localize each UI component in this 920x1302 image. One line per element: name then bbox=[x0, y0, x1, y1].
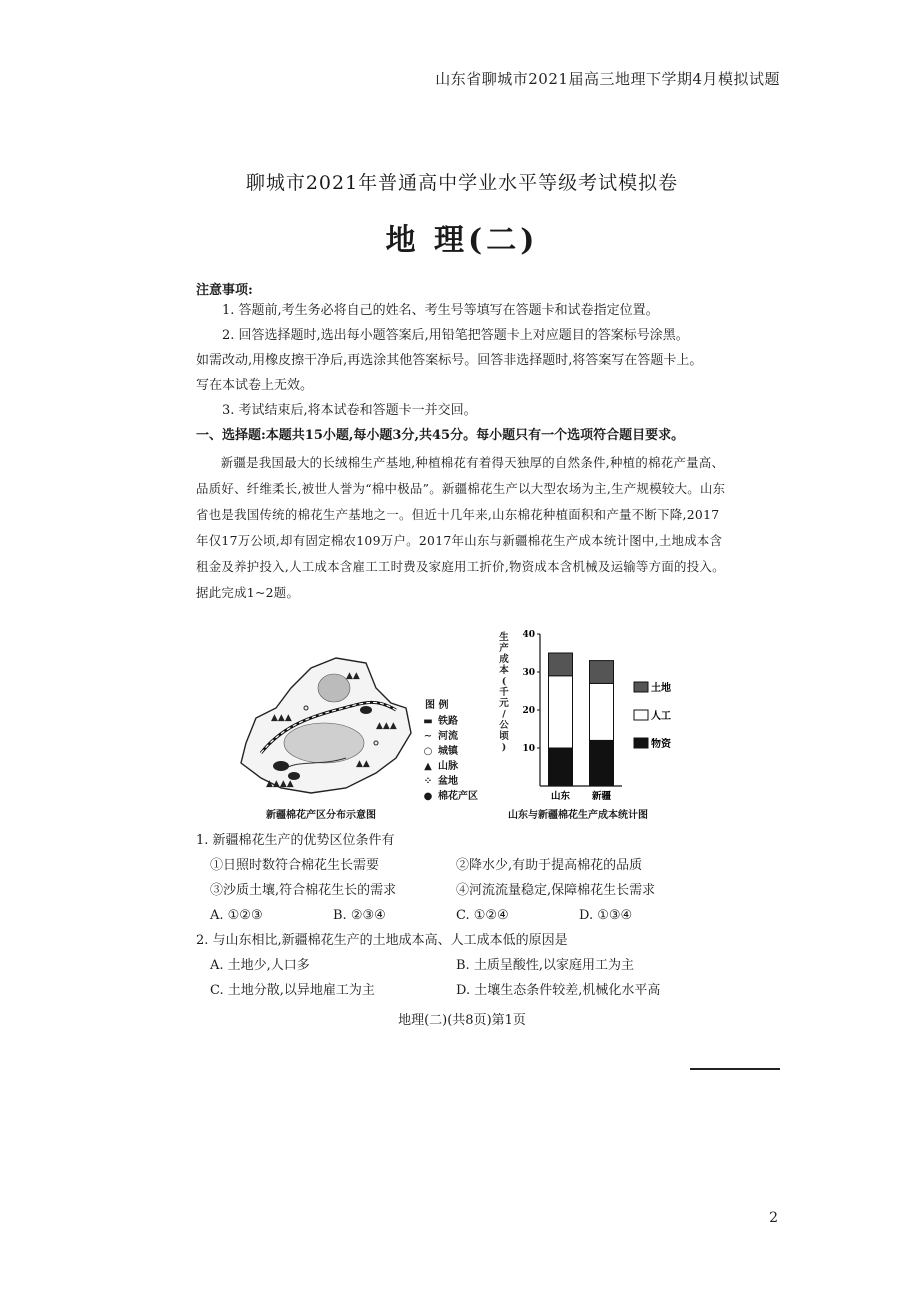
divider-line bbox=[690, 1068, 780, 1070]
svg-text:▲▲▲▲: ▲▲▲▲ bbox=[266, 779, 294, 789]
legend-label: 人工 bbox=[651, 711, 671, 722]
legend-item bbox=[421, 774, 478, 789]
question-1-stem: 1. 新疆棉花生产的优势区位条件有 bbox=[196, 833, 395, 848]
bar-segment-土地 bbox=[549, 653, 573, 676]
legend-label: 城镇 bbox=[438, 746, 458, 757]
statement: ④河流流量稳定,保障棉花生长需求 bbox=[456, 883, 656, 898]
document-header: 山东省聊城市2021届高三地理下学期4月模拟试题 bbox=[435, 70, 780, 88]
legend-swatch bbox=[634, 682, 648, 692]
option: A. 土地少,人口多 bbox=[210, 958, 310, 973]
legend-item bbox=[421, 789, 478, 804]
legend-label: 土地 bbox=[651, 683, 671, 694]
y-axis-label-char: 公 bbox=[499, 720, 509, 731]
bar-segment-人工 bbox=[549, 676, 573, 748]
svg-text:▲▲: ▲▲ bbox=[346, 671, 360, 681]
svg-text:▲▲▲: ▲▲▲ bbox=[271, 713, 292, 723]
legend-item bbox=[421, 744, 478, 759]
notice-item: 写在本试卷上无效。 bbox=[196, 378, 314, 393]
statement: ③沙质土壤,符合棉花生长的需求 bbox=[210, 883, 397, 898]
y-axis-label-char: 成 bbox=[499, 654, 509, 665]
option: D. 土壤生态条件较差,机械化水平高 bbox=[456, 983, 661, 998]
basin-icon: ⁘ bbox=[423, 776, 433, 787]
question-1-options bbox=[196, 903, 728, 928]
cotton-area-icon: ● bbox=[423, 791, 433, 802]
legend-label: 铁路 bbox=[438, 716, 458, 727]
exam-title: 聊城市2021年普通高中学业水平等级考试模拟卷 bbox=[245, 172, 679, 194]
option: B. ②③④ bbox=[333, 908, 386, 923]
legend-swatch bbox=[634, 738, 648, 748]
cotton-area bbox=[273, 761, 289, 771]
exam-page bbox=[196, 160, 728, 1028]
y-tick-label: 20 bbox=[522, 706, 535, 716]
basin-south bbox=[284, 723, 364, 763]
bar-segment-人工 bbox=[590, 683, 614, 740]
exam-subject: 地 理(二) bbox=[385, 223, 539, 258]
reading-passage: 新疆是我国最大的长绒棉生产基地,种植棉花有着得天独厚的自然条件,种植的棉花产量高、品质好、纤维柔长,被世人誉为“棉中极品”。新疆棉花生产以大型农场为主,生产规模较大。山东省也是我国传统的棉花生产基地之一。但近十几年来,山东棉花种植面积和产量不断下降,2017年仅17万公顷,却有固定棉农109万户。2017年山东与新疆棉花生产成本统计图中,土地成本含租金及养护投入,人工成本含雇工工时费及家庭用工折价,物资成本含机械及运输等方面的投入。据此完成1~2题。 bbox=[196, 455, 726, 600]
svg-text:▲▲: ▲▲ bbox=[356, 759, 370, 769]
option: D. ①③④ bbox=[579, 908, 633, 923]
bar-segment-物资 bbox=[549, 748, 573, 786]
cost-chart-svg bbox=[496, 626, 716, 806]
legend-swatch bbox=[634, 710, 648, 720]
notice-item: 1. 答题前,考生务必将自己的姓名、考生号等填写在答题卡和试卷指定位置。 bbox=[222, 303, 659, 318]
statement: ②降水少,有助于提高棉花的品质 bbox=[456, 858, 643, 873]
question-1-statements bbox=[196, 878, 728, 903]
x-tick-label: 山东 bbox=[550, 791, 571, 802]
y-tick-label: 30 bbox=[522, 668, 535, 678]
y-tick-label: 10 bbox=[522, 744, 535, 754]
y-axis-label-char: 生 bbox=[499, 632, 509, 643]
notice-item: 2. 回答选择题时,选出每小题答案后,用铅笔把答题卡上对应题目的答案标号涂黑。 bbox=[222, 328, 689, 343]
cotton-area bbox=[360, 706, 372, 714]
svg-text:▲▲▲: ▲▲▲ bbox=[376, 721, 397, 731]
y-axis-label-char: 千 bbox=[499, 687, 509, 698]
question-2-options bbox=[196, 953, 728, 978]
question-1-statements bbox=[196, 853, 728, 878]
y-axis-label-char: 产 bbox=[499, 643, 509, 654]
y-axis-label-char: 元 bbox=[499, 698, 509, 709]
mountain-icon: ▲ bbox=[424, 761, 432, 772]
y-axis-label-char: 顷 bbox=[499, 731, 509, 742]
legend-title: 图 例 bbox=[425, 700, 449, 711]
river-icon: ∼ bbox=[423, 731, 433, 742]
page-footer: 地理(二)(共8页)第1页 bbox=[398, 1013, 526, 1028]
legend-item bbox=[421, 759, 478, 774]
notice-heading: 注意事项: bbox=[196, 283, 253, 298]
y-tick-label: 40 bbox=[522, 630, 535, 640]
question-2-options bbox=[196, 978, 728, 1003]
bar-segment-土地 bbox=[590, 661, 614, 684]
y-axis-label-char: 本 bbox=[499, 665, 509, 676]
y-axis-label-char: / bbox=[502, 709, 506, 720]
map-drawing bbox=[226, 648, 416, 808]
legend-label: 物资 bbox=[651, 739, 671, 750]
x-tick-label: 新疆 bbox=[591, 791, 612, 802]
map-caption: 新疆棉花产区分布示意图 bbox=[266, 810, 376, 821]
statement: ①日照时数符合棉花生长需要 bbox=[210, 858, 380, 873]
bar-segment-物资 bbox=[590, 740, 614, 786]
notice-item: 3. 考试结束后,将本试卷和答题卡一并交回。 bbox=[222, 403, 477, 418]
option: A. ①②③ bbox=[210, 908, 263, 923]
option: C. ①②④ bbox=[456, 908, 509, 923]
legend-item bbox=[421, 714, 478, 729]
town-icon: ○ bbox=[423, 746, 433, 757]
xinjiang-map bbox=[226, 648, 397, 808]
question-2-stem: 2. 与山东相比,新疆棉花生产的土地成本高、人工成本低的原因是 bbox=[196, 933, 568, 948]
option: C. 土地分散,以异地雇工为主 bbox=[210, 983, 375, 998]
railway-icon: ▬ bbox=[423, 716, 433, 727]
legend-label: 山脉 bbox=[438, 761, 458, 772]
page-number: 2 bbox=[769, 1210, 778, 1226]
chart-caption: 山东与新疆棉花生产成本统计图 bbox=[508, 810, 648, 821]
map-legend bbox=[421, 698, 478, 804]
cost-chart bbox=[496, 626, 716, 816]
legend-item bbox=[421, 729, 478, 744]
legend-label: 盆地 bbox=[438, 776, 458, 787]
y-axis-label-char: ) bbox=[501, 742, 507, 753]
y-axis-label-char: ( bbox=[501, 676, 507, 687]
figures bbox=[196, 618, 728, 821]
option: B. 土质呈酸性,以家庭用工为主 bbox=[456, 958, 634, 973]
legend-label: 河流 bbox=[438, 731, 458, 742]
section-heading: 一、选择题:本题共15小题,每小题3分,共45分。每小题只有一个选项符合题目要求。 bbox=[196, 428, 685, 443]
legend-label: 棉花产区 bbox=[438, 791, 478, 802]
notice-item: 如需改动,用橡皮擦干净后,再选涂其他答案标号。回答非选择题时,将答案写在答题卡上。 bbox=[196, 353, 703, 368]
